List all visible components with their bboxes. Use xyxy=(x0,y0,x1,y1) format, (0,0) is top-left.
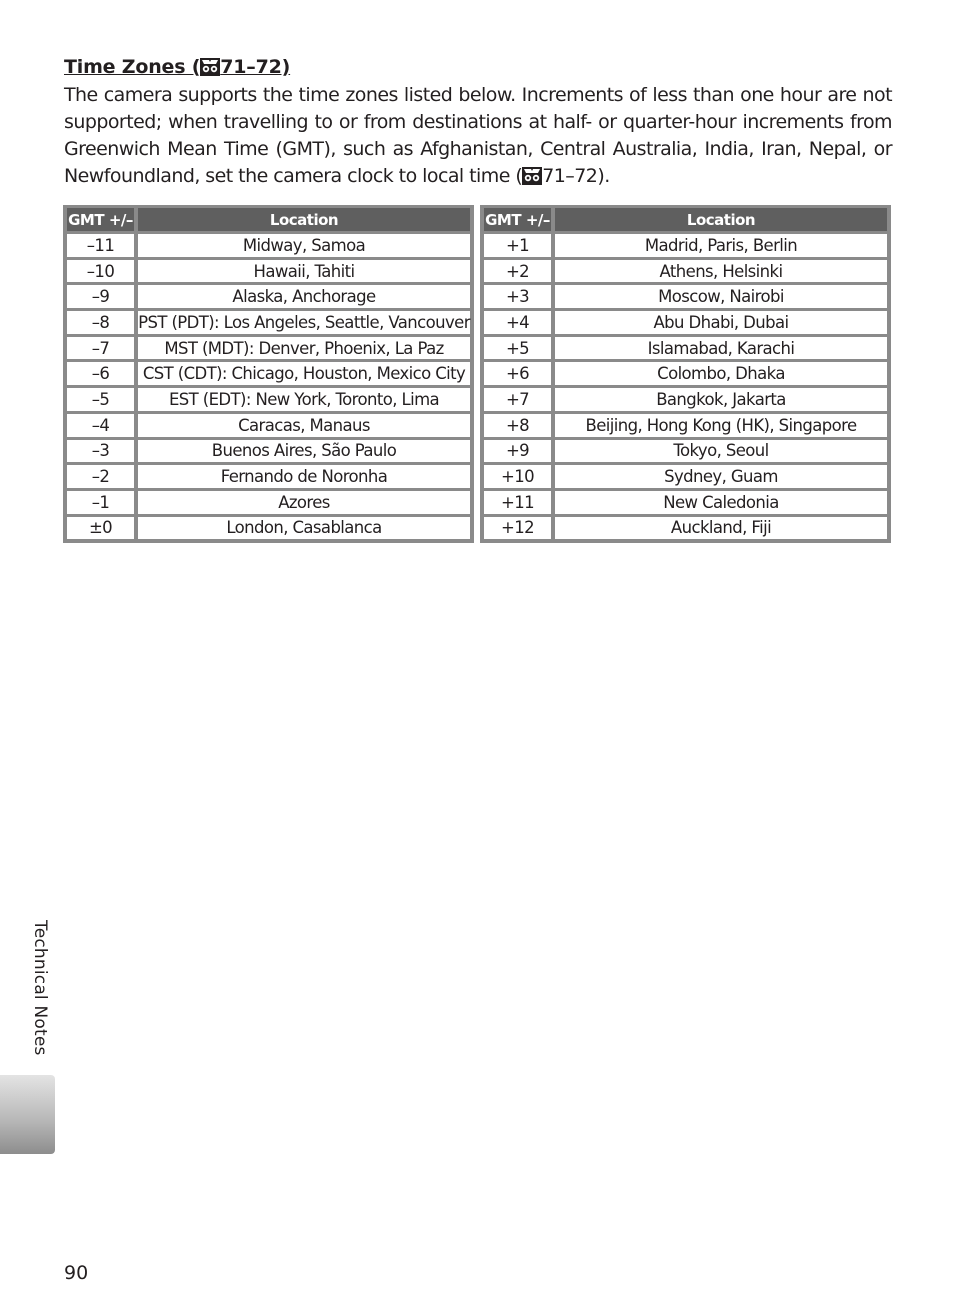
location: Fernando de Noronha xyxy=(138,465,470,488)
location: Madrid, Paris, Berlin xyxy=(555,234,887,257)
location: Beijing, Hong Kong (HK), Singapore xyxy=(555,414,887,437)
column-header-gmt: GMT +/– xyxy=(67,208,134,231)
reference-page-icon xyxy=(200,58,220,76)
intro-page-ref: 71–72). xyxy=(542,165,610,187)
time-zone-table-east xyxy=(480,205,891,543)
location: Hawaii, Tahiti xyxy=(138,260,470,283)
gmt-offset: –9 xyxy=(67,285,134,308)
table-row xyxy=(484,285,887,308)
location: MST (MDT): Denver, Phoenix, La Paz xyxy=(138,337,470,360)
reference-page-icon xyxy=(522,167,542,185)
column-header-gmt: GMT +/– xyxy=(484,208,551,231)
table-row xyxy=(67,285,470,308)
location: Colombo, Dhaka xyxy=(555,362,887,385)
section-tab-marker xyxy=(0,1075,55,1154)
location: Bangkok, Jakarta xyxy=(555,388,887,411)
location: Tokyo, Seoul xyxy=(555,440,887,463)
location: Alaska, Anchorage xyxy=(138,285,470,308)
table-row xyxy=(67,465,470,488)
table-row xyxy=(67,491,470,514)
gmt-offset: +4 xyxy=(484,311,551,334)
table-row xyxy=(67,362,470,385)
location: London, Casablanca xyxy=(138,517,470,540)
gmt-offset: –2 xyxy=(67,465,134,488)
gmt-offset: ±0 xyxy=(67,517,134,540)
location: Midway, Samoa xyxy=(138,234,470,257)
column-header-location: Location xyxy=(138,208,470,231)
gmt-offset: –6 xyxy=(67,362,134,385)
gmt-offset: +5 xyxy=(484,337,551,360)
location: Islamabad, Karachi xyxy=(555,337,887,360)
gmt-offset: –10 xyxy=(67,260,134,283)
section-heading xyxy=(64,56,290,78)
location: Buenos Aires, São Paulo xyxy=(138,440,470,463)
page-number: 90 xyxy=(64,1262,89,1284)
gmt-offset: –3 xyxy=(67,440,134,463)
column-header-location: Location xyxy=(555,208,887,231)
gmt-offset: +6 xyxy=(484,362,551,385)
gmt-offset: –11 xyxy=(67,234,134,257)
table-row xyxy=(67,388,470,411)
intro-paragraph xyxy=(64,82,892,190)
gmt-offset: +9 xyxy=(484,440,551,463)
table-row xyxy=(484,388,887,411)
gmt-offset: +10 xyxy=(484,465,551,488)
location: Athens, Helsinki xyxy=(555,260,887,283)
location: Azores xyxy=(138,491,470,514)
gmt-offset: +8 xyxy=(484,414,551,437)
location: Auckland, Fiji xyxy=(555,517,887,540)
location: Sydney, Guam xyxy=(555,465,887,488)
table-row xyxy=(67,260,470,283)
table-row xyxy=(484,362,887,385)
gmt-offset: +11 xyxy=(484,491,551,514)
location: New Caledonia xyxy=(555,491,887,514)
gmt-offset: –1 xyxy=(67,491,134,514)
table-row xyxy=(484,337,887,360)
time-zone-table-west xyxy=(63,205,474,543)
gmt-offset: –4 xyxy=(67,414,134,437)
gmt-offset: +12 xyxy=(484,517,551,540)
gmt-offset: +7 xyxy=(484,388,551,411)
table-row xyxy=(67,440,470,463)
table-row xyxy=(67,234,470,257)
location: CST (CDT): Chicago, Houston, Mexico City xyxy=(138,362,470,385)
table-row xyxy=(67,311,470,334)
intro-text: The camera supports the time zones listed below. Increments of less than one hour are not supported; when travelling to or from destinations at half- or quarter-hour increments from Greenwich Mean Time (GMT), such as Afghanistan, Central Australia, India, Iran, Nepal, or Newfoundland, set the camera clock to local time ( xyxy=(64,84,892,187)
gmt-offset: +3 xyxy=(484,285,551,308)
gmt-offset: +1 xyxy=(484,234,551,257)
gmt-offset: –5 xyxy=(67,388,134,411)
heading-prefix: Time Zones ( xyxy=(64,56,201,78)
location: Abu Dhabi, Dubai xyxy=(555,311,887,334)
table-row xyxy=(484,414,887,437)
gmt-offset: +2 xyxy=(484,260,551,283)
table-row xyxy=(484,311,887,334)
table-row xyxy=(67,517,470,540)
table-row xyxy=(484,491,887,514)
gmt-offset: –7 xyxy=(67,337,134,360)
table-row xyxy=(484,465,887,488)
table-row xyxy=(484,260,887,283)
table-row xyxy=(484,440,887,463)
table-row xyxy=(484,234,887,257)
gmt-offset: –8 xyxy=(67,311,134,334)
heading-page-ref: 71–72) xyxy=(220,56,291,78)
location: EST (EDT): New York, Toronto, Lima xyxy=(138,388,470,411)
location: PST (PDT): Los Angeles, Seattle, Vancouver xyxy=(138,312,470,332)
location: Caracas, Manaus xyxy=(138,414,470,437)
table-row xyxy=(67,337,470,360)
table-row xyxy=(67,414,470,437)
location: Moscow, Nairobi xyxy=(555,285,887,308)
table-row xyxy=(484,517,887,540)
section-side-label: Technical Notes xyxy=(30,920,50,1056)
